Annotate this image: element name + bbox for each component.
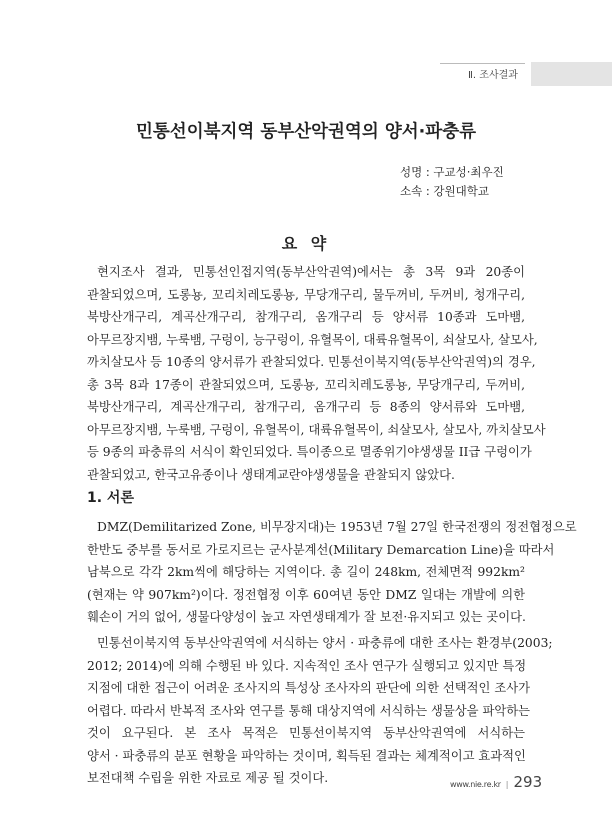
text-line: 양서 · 파충류의 분포 현황을 파악하는 것이며, 획득된 결과는 체계적이고 효과적인 [87,748,526,763]
text-line: 관찰되었으며, 도롱뇽, 꼬리치레도롱뇽, 무당개구리, 물두꺼비, 두꺼비, 청개구리, [87,287,525,302]
page-title: 민통선이북지역 동부산악권역의 양서·파충류 [135,122,477,142]
section-heading-introduction: 1. 서론 [87,490,134,506]
header-tab [531,62,612,86]
footer-separator: | [505,780,509,789]
text-line: 남북으로 각각 2km씩에 해당하는 지역이다. 총 길이 248km, 전체면적 992km² [87,565,525,579]
page-footer [450,772,542,791]
text-line: 2012; 2014)에 의해 수행된 바 있다. 지속적인 조사 연구가 실행되고 있지만 특정 [87,658,527,673]
text-line: 것이 요구된다. 본 조사 목적은 민통선이북지역 동부산악권역에 서식하는 [87,726,525,740]
author-affiliation: 소속 : 강원대학교 [400,184,489,198]
text-line: 지점에 대한 접근이 어려운 조사지의 특성상 조사자의 판단에 의한 선택적인 조사가 [87,681,530,695]
text-line: 까치살모사 등 10종의 양서류가 관찰되었다. 민통선이북지역(동부산악권역)의 경우, [87,355,536,369]
text-line: 북방산개구리, 계곡산개구리, 참개구리, 옴개구리 등 양서류 10종과 도마뱀, [87,310,525,324]
summary-paragraph [87,261,546,486]
author-name: 성명 : 구교성·최우진 [400,165,504,179]
text-line: 민통선이북지역 동부산악권역에 서식하는 양서 · 파충류에 대한 조사는 환경부(2003; [97,636,553,650]
summary-heading: 요 약 [281,234,331,253]
text-line: 등 9종의 파충류의 서식이 확인되었다. 특이종으로 멸종위기야생생물 II급 구렁이가 [87,445,532,459]
running-header-section: Ⅱ. 조사결과 [468,70,518,81]
text-line: 보전대책 수립을 위한 자료로 제공 될 것이다. [87,771,329,785]
header-rule [440,63,525,64]
page-number: 293 [513,773,543,791]
text-line: 훼손이 거의 없어, 생물다양성이 높고 자연생태계가 잘 보전·유지되고 있는 곳이다. [87,610,526,624]
intro-paragraph-1 [87,516,577,629]
text-line: 북방산개구리, 계곡산개구리, 참개구리, 옴개구리 등 8종의 양서류와 도마뱀, [87,400,525,414]
text-line: 관찰되었고, 한국고유종이나 생태계교란야생생물을 관찰되지 않았다. [87,467,455,482]
text-line: DMZ(Demilitarized Zone, 비무장지대)는 1953년 7월 27일 한국전쟁의 정전협정으로 [97,520,577,534]
text-line: 현지조사 결과, 민통선인접지역(동부산악권역)에서는 총 3목 9과 20종이 [97,265,525,279]
text-line: 아무르장지뱀, 누룩뱀, 구렁이, 능구렁이, 유혈목이, 대륙유혈목이, 쇠살모사, 살모사, [87,332,538,347]
text-line: 총 3목 8과 17종이 관찰되었으며, 도롱뇽, 꼬리치레도롱뇽, 무당개구리, 두꺼비, [87,377,525,392]
text-line: 아무르장지뱀, 누룩뱀, 구렁이, 유혈목이, 대륙유혈목이, 쇠살모사, 살모사, 까치살모사 [87,422,546,437]
text-line: 한반도 중부를 동서로 가로지르는 군사분계선(Military Demarcation Line)을 따라서 [87,542,555,557]
text-line: 어렵다. 따라서 반복적 조사와 연구를 통해 대상지역에 서식하는 생물상을 파악하는 [87,703,530,718]
text-line: (현재는 약 907km²)이다. 정전협정 이후 60여년 동안 DMZ 일대는 개발에 의한 [87,587,525,602]
footer-url[interactable]: www.nie.re.kr [450,780,501,789]
